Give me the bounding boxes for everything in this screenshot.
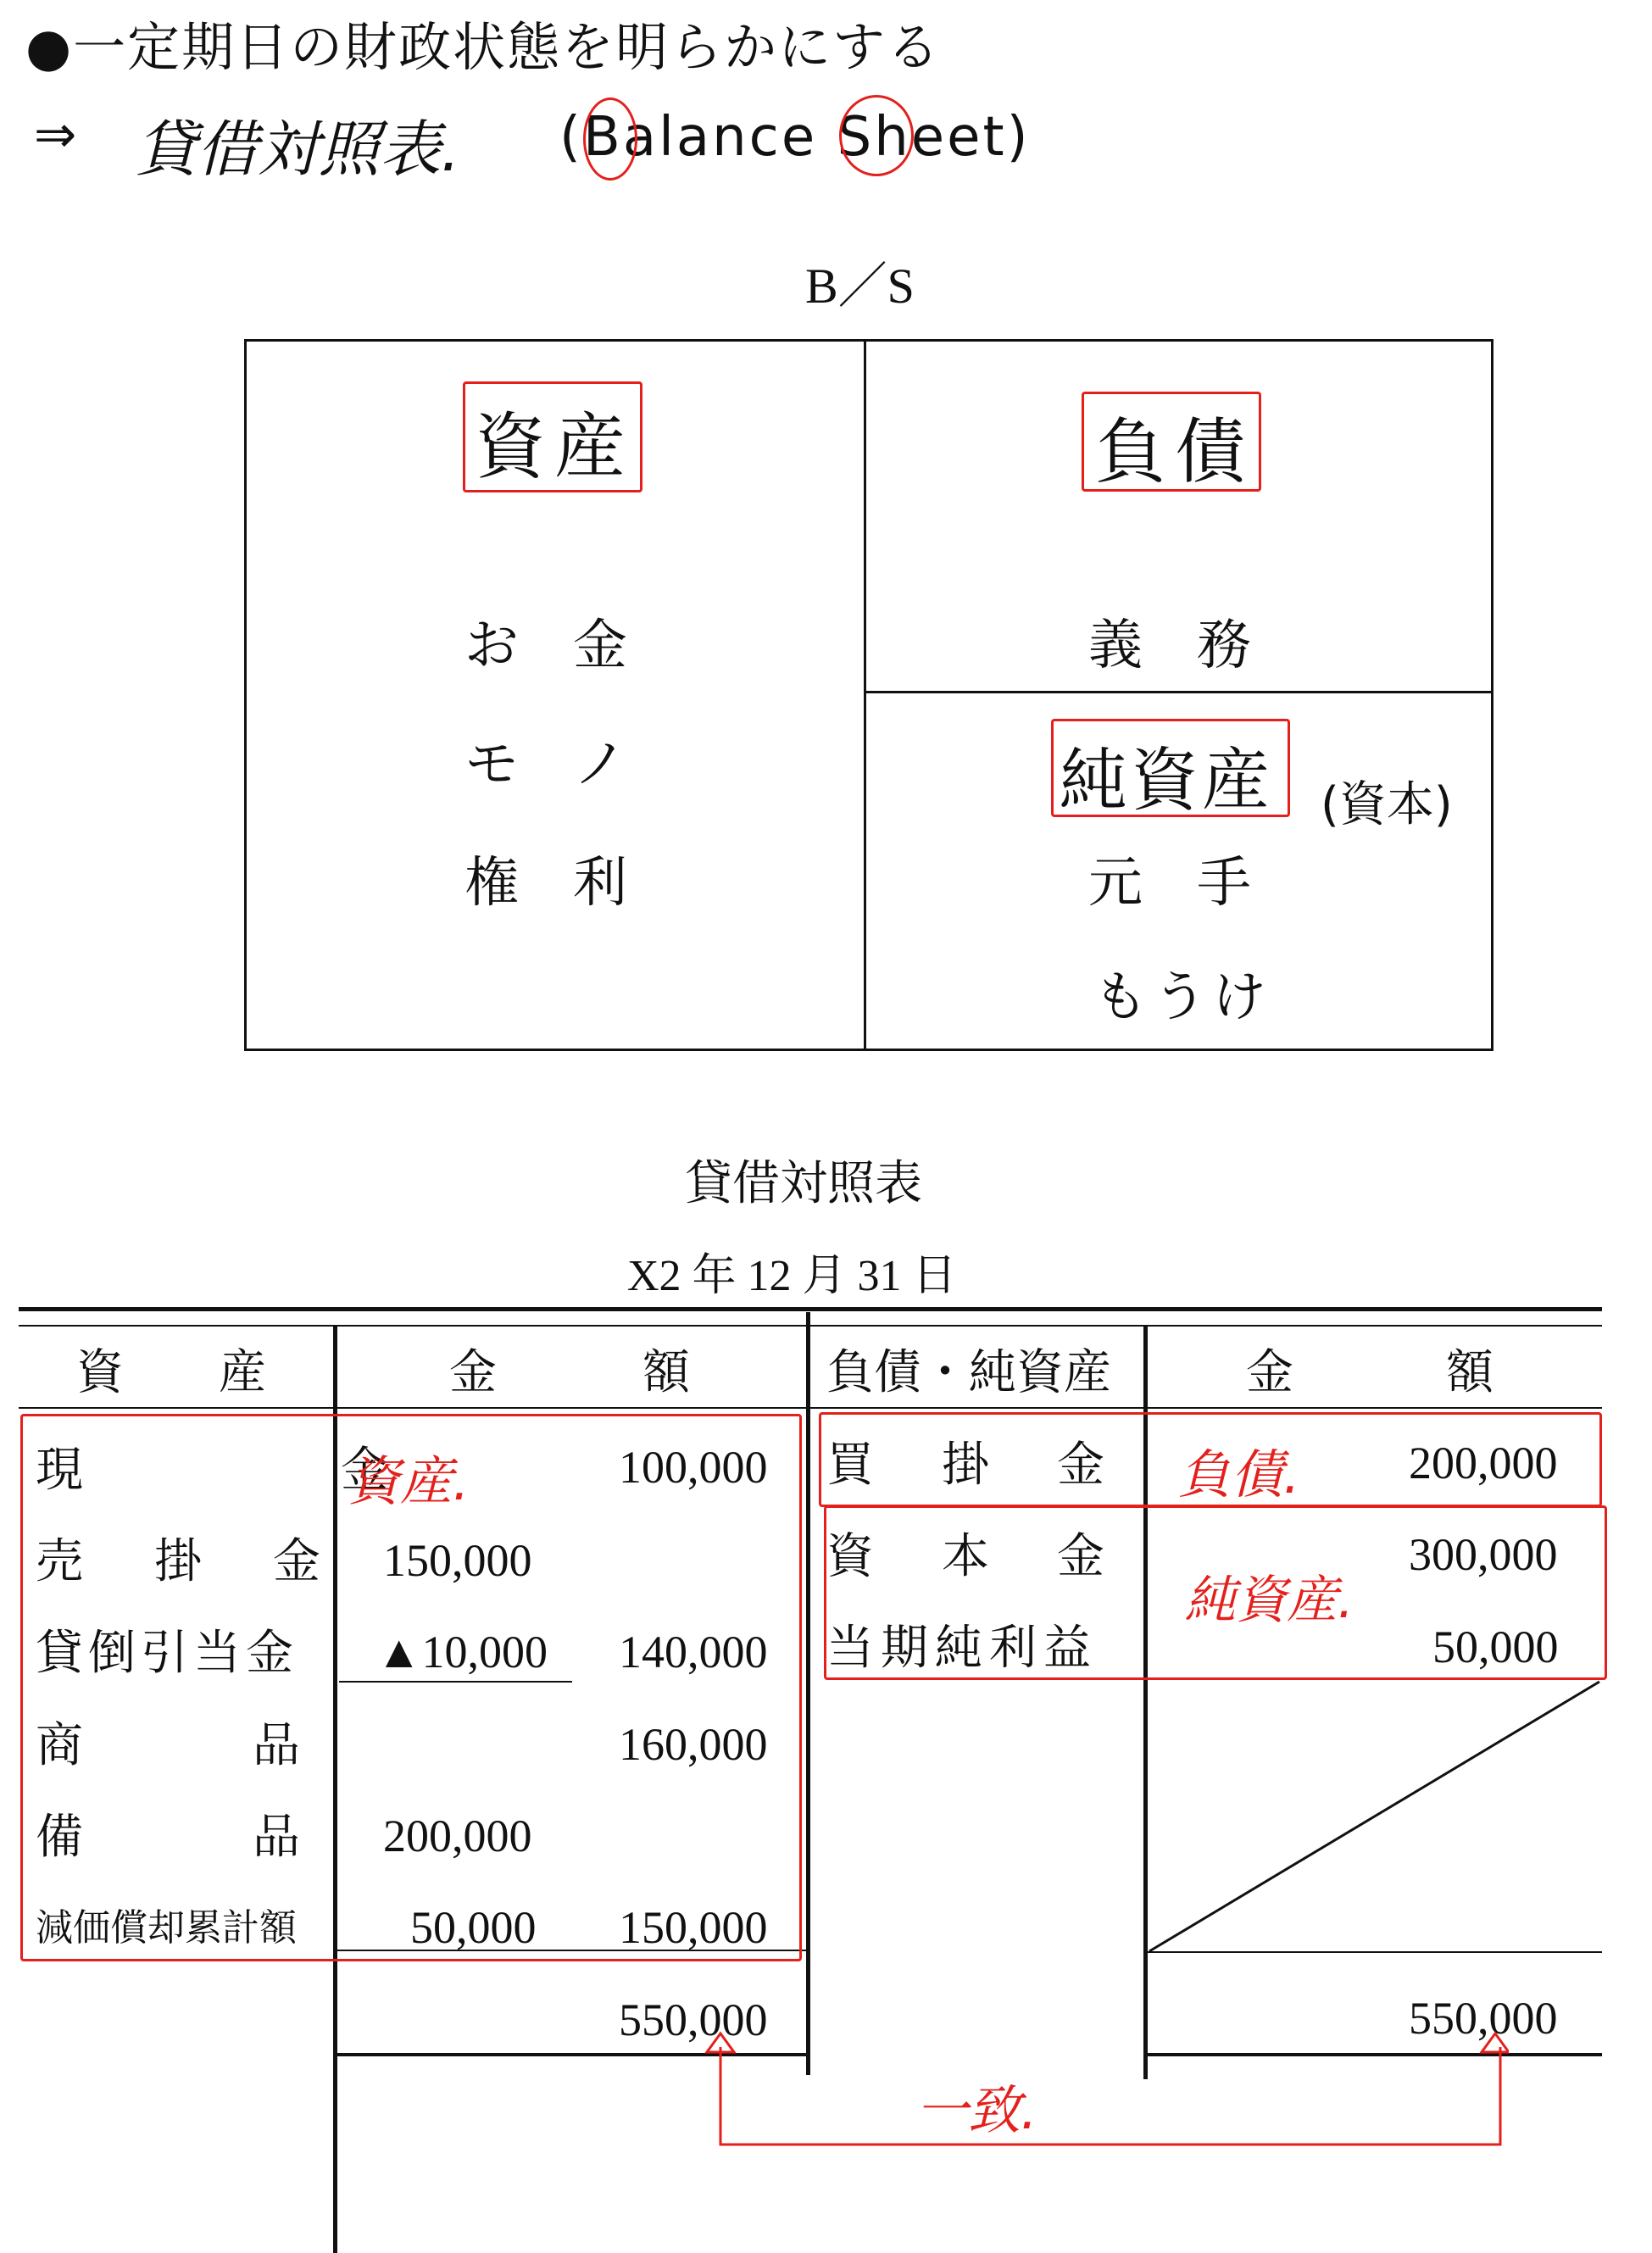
asset-row-name: 売 掛 金 <box>36 1534 332 1589</box>
liab-row-name: 資 本 金 <box>826 1529 1115 1584</box>
liab-row-name: 当期純利益 <box>826 1621 1098 1676</box>
table-header-bottom-rule <box>19 1407 1602 1409</box>
asset-row-name: 貸倒引当金 <box>36 1626 298 1681</box>
net-asset-item-capital: 元 手 <box>1088 852 1251 915</box>
asset-row-sub: ▲10,000 <box>376 1627 548 1677</box>
asset-row-sub: 200,000 <box>383 1811 532 1861</box>
asset-item-rights: 権 利 <box>464 852 627 915</box>
asset-row-name: 減価償却累計額 <box>36 1906 297 1950</box>
net-assets-annotation: 純資産. <box>1185 1571 1354 1630</box>
page-heading <box>25 5 941 81</box>
assets-annotation: 資産. <box>348 1450 470 1512</box>
statement-title: 貸借対照表 <box>685 1156 922 1211</box>
liabilities-annotation: 負債. <box>1178 1444 1300 1505</box>
asset-row-sub: 150,000 <box>383 1535 532 1586</box>
heading-text: 一定期日の財政状態を明らかにする <box>73 16 942 78</box>
liab-row-name: 買 掛 金 <box>826 1438 1115 1493</box>
asset-row-amount: 160,000 <box>619 1719 768 1770</box>
asset-total: 550,000 <box>619 1994 768 2045</box>
liab-total: 550,000 <box>1409 1993 1558 2044</box>
asset-row-amount: 140,000 <box>619 1627 768 1677</box>
liab-row-amount: 300,000 <box>1409 1529 1558 1580</box>
liability-item-obligation: 義 務 <box>1088 615 1251 677</box>
header-liab-net: 負債・純資産 <box>826 1345 1111 1400</box>
asset-item-goods: モ ノ <box>464 733 627 796</box>
asset-row-sub: 50,000 <box>410 1902 537 1953</box>
subheading-term: 貸借対照表. <box>136 114 460 185</box>
match-arrow <box>695 2030 1509 2157</box>
bs-title: B／S <box>805 259 915 314</box>
diagonal-blank-line <box>1146 1678 1604 1958</box>
arrow-icon: ⇒ <box>34 105 77 164</box>
circle-mark-b <box>583 97 637 181</box>
net-assets-label: 純資産 <box>1060 741 1273 820</box>
table-header-rule <box>19 1325 1602 1327</box>
net-asset-item-profit: もうけ <box>1093 966 1271 1029</box>
asset-row-name: 備 品 <box>36 1810 307 1865</box>
table-top-rule <box>19 1307 1602 1311</box>
header-assets: 資 産 <box>76 1345 266 1400</box>
bs-box <box>244 339 1493 1051</box>
subheading <box>34 100 76 165</box>
liab-row-amount: 50,000 <box>1432 1622 1559 1672</box>
net-assets-note: (資本) <box>1321 777 1453 832</box>
header-amount-1: 金 <box>449 1345 497 1400</box>
bs-right-divider <box>865 691 1493 693</box>
subheading-english: (Balance Sheet) <box>559 106 1031 169</box>
assets-label: 資産 <box>475 405 635 488</box>
col-divider-2 <box>806 1312 810 2075</box>
header-amount-3: 金 <box>1246 1345 1293 1400</box>
liabilities-label: 負債 <box>1095 410 1255 493</box>
asset-row-name: 商 品 <box>36 1718 307 1773</box>
liab-row-amount: 200,000 <box>1409 1438 1558 1488</box>
statement-date: X2 年 12 月 31 日 <box>627 1252 957 1300</box>
match-annotation: 一致. <box>915 2079 1037 2141</box>
asset-row-amount: 150,000 <box>619 1902 768 1953</box>
bullet-icon: ● <box>25 16 74 78</box>
bs-center-divider <box>864 339 866 1051</box>
asset-item-money: お 金 <box>464 615 627 677</box>
asset-row-name: 現 金 <box>36 1443 392 1498</box>
header-amount-4: 額 <box>1446 1345 1493 1400</box>
header-amount-2: 額 <box>642 1345 690 1400</box>
asset-row-amount: 100,000 <box>619 1442 768 1493</box>
circle-mark-s <box>839 95 914 176</box>
